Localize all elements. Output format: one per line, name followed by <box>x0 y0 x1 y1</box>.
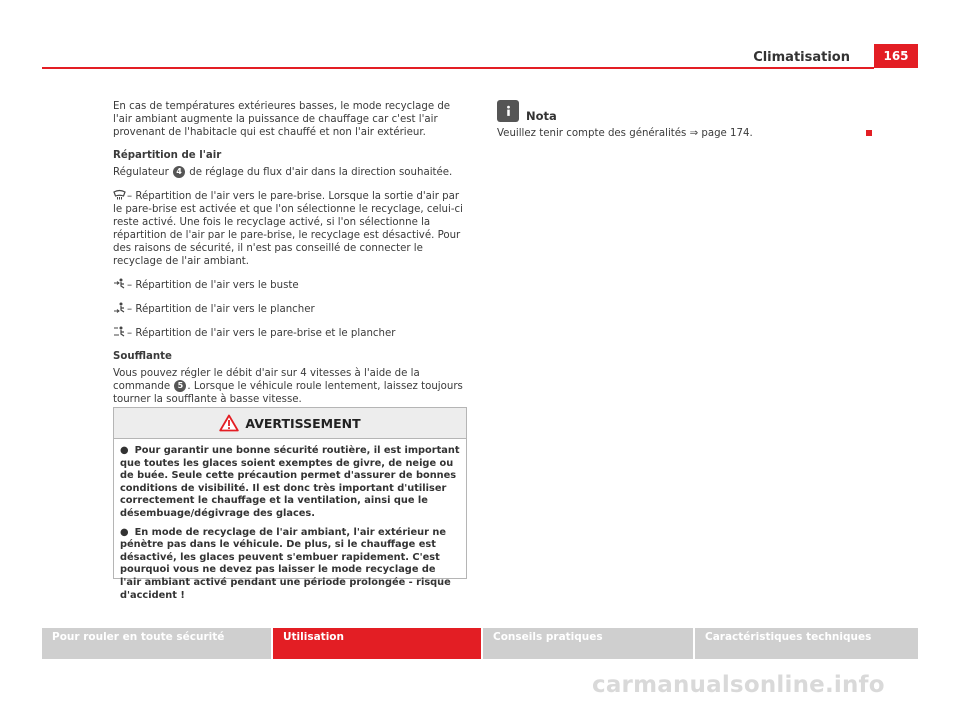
regulator-prefix: Régulateur <box>113 167 169 178</box>
note-text: Veuillez tenir compte des généralités ⇒ page 174. <box>497 128 753 139</box>
bust-airflow-icon <box>113 278 126 289</box>
regulator-paragraph <box>113 166 468 179</box>
warning-item-text: Pour garantir une bonne sécurité routière, il est important que toutes les glaces soient exemptes de givre, de neige ou de buée. Seule cette précaution permet d'assurer de bonnes conditions de visibilité. Il est donc très important d'utiliser correctement le chauffage et la ventilation, ainsi que le désembuage/dégivrage des glaces. <box>120 445 460 519</box>
callout-4: 4 <box>173 166 185 178</box>
air-distribution-heading: Répartition de l'air <box>113 150 222 161</box>
footer-tab-specs[interactable] <box>695 628 918 659</box>
footer-tab-label: Utilisation <box>283 631 344 643</box>
left-column <box>113 100 468 416</box>
footer-tab-safety[interactable] <box>42 628 271 659</box>
warning-item <box>120 527 460 603</box>
warning-triangle-icon <box>219 414 239 432</box>
footer-tab-tips[interactable] <box>483 628 693 659</box>
blower-heading: Soufflante <box>113 351 172 362</box>
warning-box <box>113 407 467 601</box>
windshield-icon <box>113 189 126 200</box>
bust-paragraph <box>113 278 468 292</box>
blower-suffix: . Lorsque le véhicule roule lentement, laissez toujours tourner la soufflante à basse vitesse. <box>113 381 463 405</box>
footer-tab-usage[interactable] <box>273 628 481 659</box>
footer-tab-label: Conseils pratiques <box>493 631 603 643</box>
windshield-text: – Répartition de l'air vers le pare-brise. Lorsque la sortie d'air par le pare-brise est activée et que l'on sélectionne le recyclage, celui-ci reste activé. Une fois le recyclage activé, si l'on sélectionne la répartition de l'air par le pare-brise, le recyclage est désactivé. Pour des raisons de sécurité, il n'est pas conseillé de connecter le recyclage de l'air ambiant. <box>113 191 463 267</box>
regulator-suffix: de réglage du flux d'air dans la direction souhaitée. <box>189 167 453 178</box>
page-number: 165 <box>874 44 918 68</box>
callout-5: 5 <box>174 380 186 392</box>
footer-tab-label: Pour rouler en toute sécurité <box>52 631 225 643</box>
windshield-floor-text: – Répartition de l'air vers le pare-brise et le plancher <box>127 328 396 339</box>
warning-item-text: En mode de recyclage de l'air ambiant, l'air extérieur ne pénètre pas dans le véhicule. De plus, si le chauffage est désactivé, les glaces peuvent s'embuer rapidement. C'est pourquoi vous ne devez pas laisser le mode recyclage de l'air ambiant activé pendant une période prolongée - risque d'accident ! <box>120 526 451 601</box>
warning-header <box>114 408 466 439</box>
header-rule <box>42 67 874 69</box>
floor-airflow-icon <box>113 302 126 313</box>
bust-text: – Répartition de l'air vers le buste <box>127 280 299 291</box>
footer-tab-label: Caractéristiques techniques <box>705 631 872 643</box>
warning-item <box>120 445 460 521</box>
warning-title: AVERTISSEMENT <box>245 415 361 431</box>
note-title: Nota <box>526 109 557 123</box>
watermark: carmanualsonline.info <box>592 672 885 698</box>
intro-paragraph: En cas de températures extérieures basses, le mode recyclage de l'air ambiant augmente la puissance de chauffage car c'est l'air provenant de l'habitacle qui est chauffé et non l'air extérieur. <box>113 101 451 138</box>
note-info-icon <box>497 100 519 122</box>
section-end-marker <box>866 130 872 136</box>
windshield-paragraph <box>113 189 468 268</box>
floor-text: – Répartition de l'air vers le plancher <box>127 304 315 315</box>
floor-paragraph <box>113 302 468 316</box>
blower-prefix: Vous pouvez régler le débit d'air sur 4 vitesses à l'aide de la commande <box>113 368 420 392</box>
windshield-floor-icon <box>113 326 126 337</box>
bullet-icon: ● <box>120 526 129 538</box>
section-title: Climatisation <box>753 50 850 65</box>
blower-paragraph <box>113 367 468 406</box>
bullet-icon: ● <box>120 445 129 456</box>
warning-body <box>114 439 466 602</box>
windshield-floor-paragraph <box>113 326 468 340</box>
